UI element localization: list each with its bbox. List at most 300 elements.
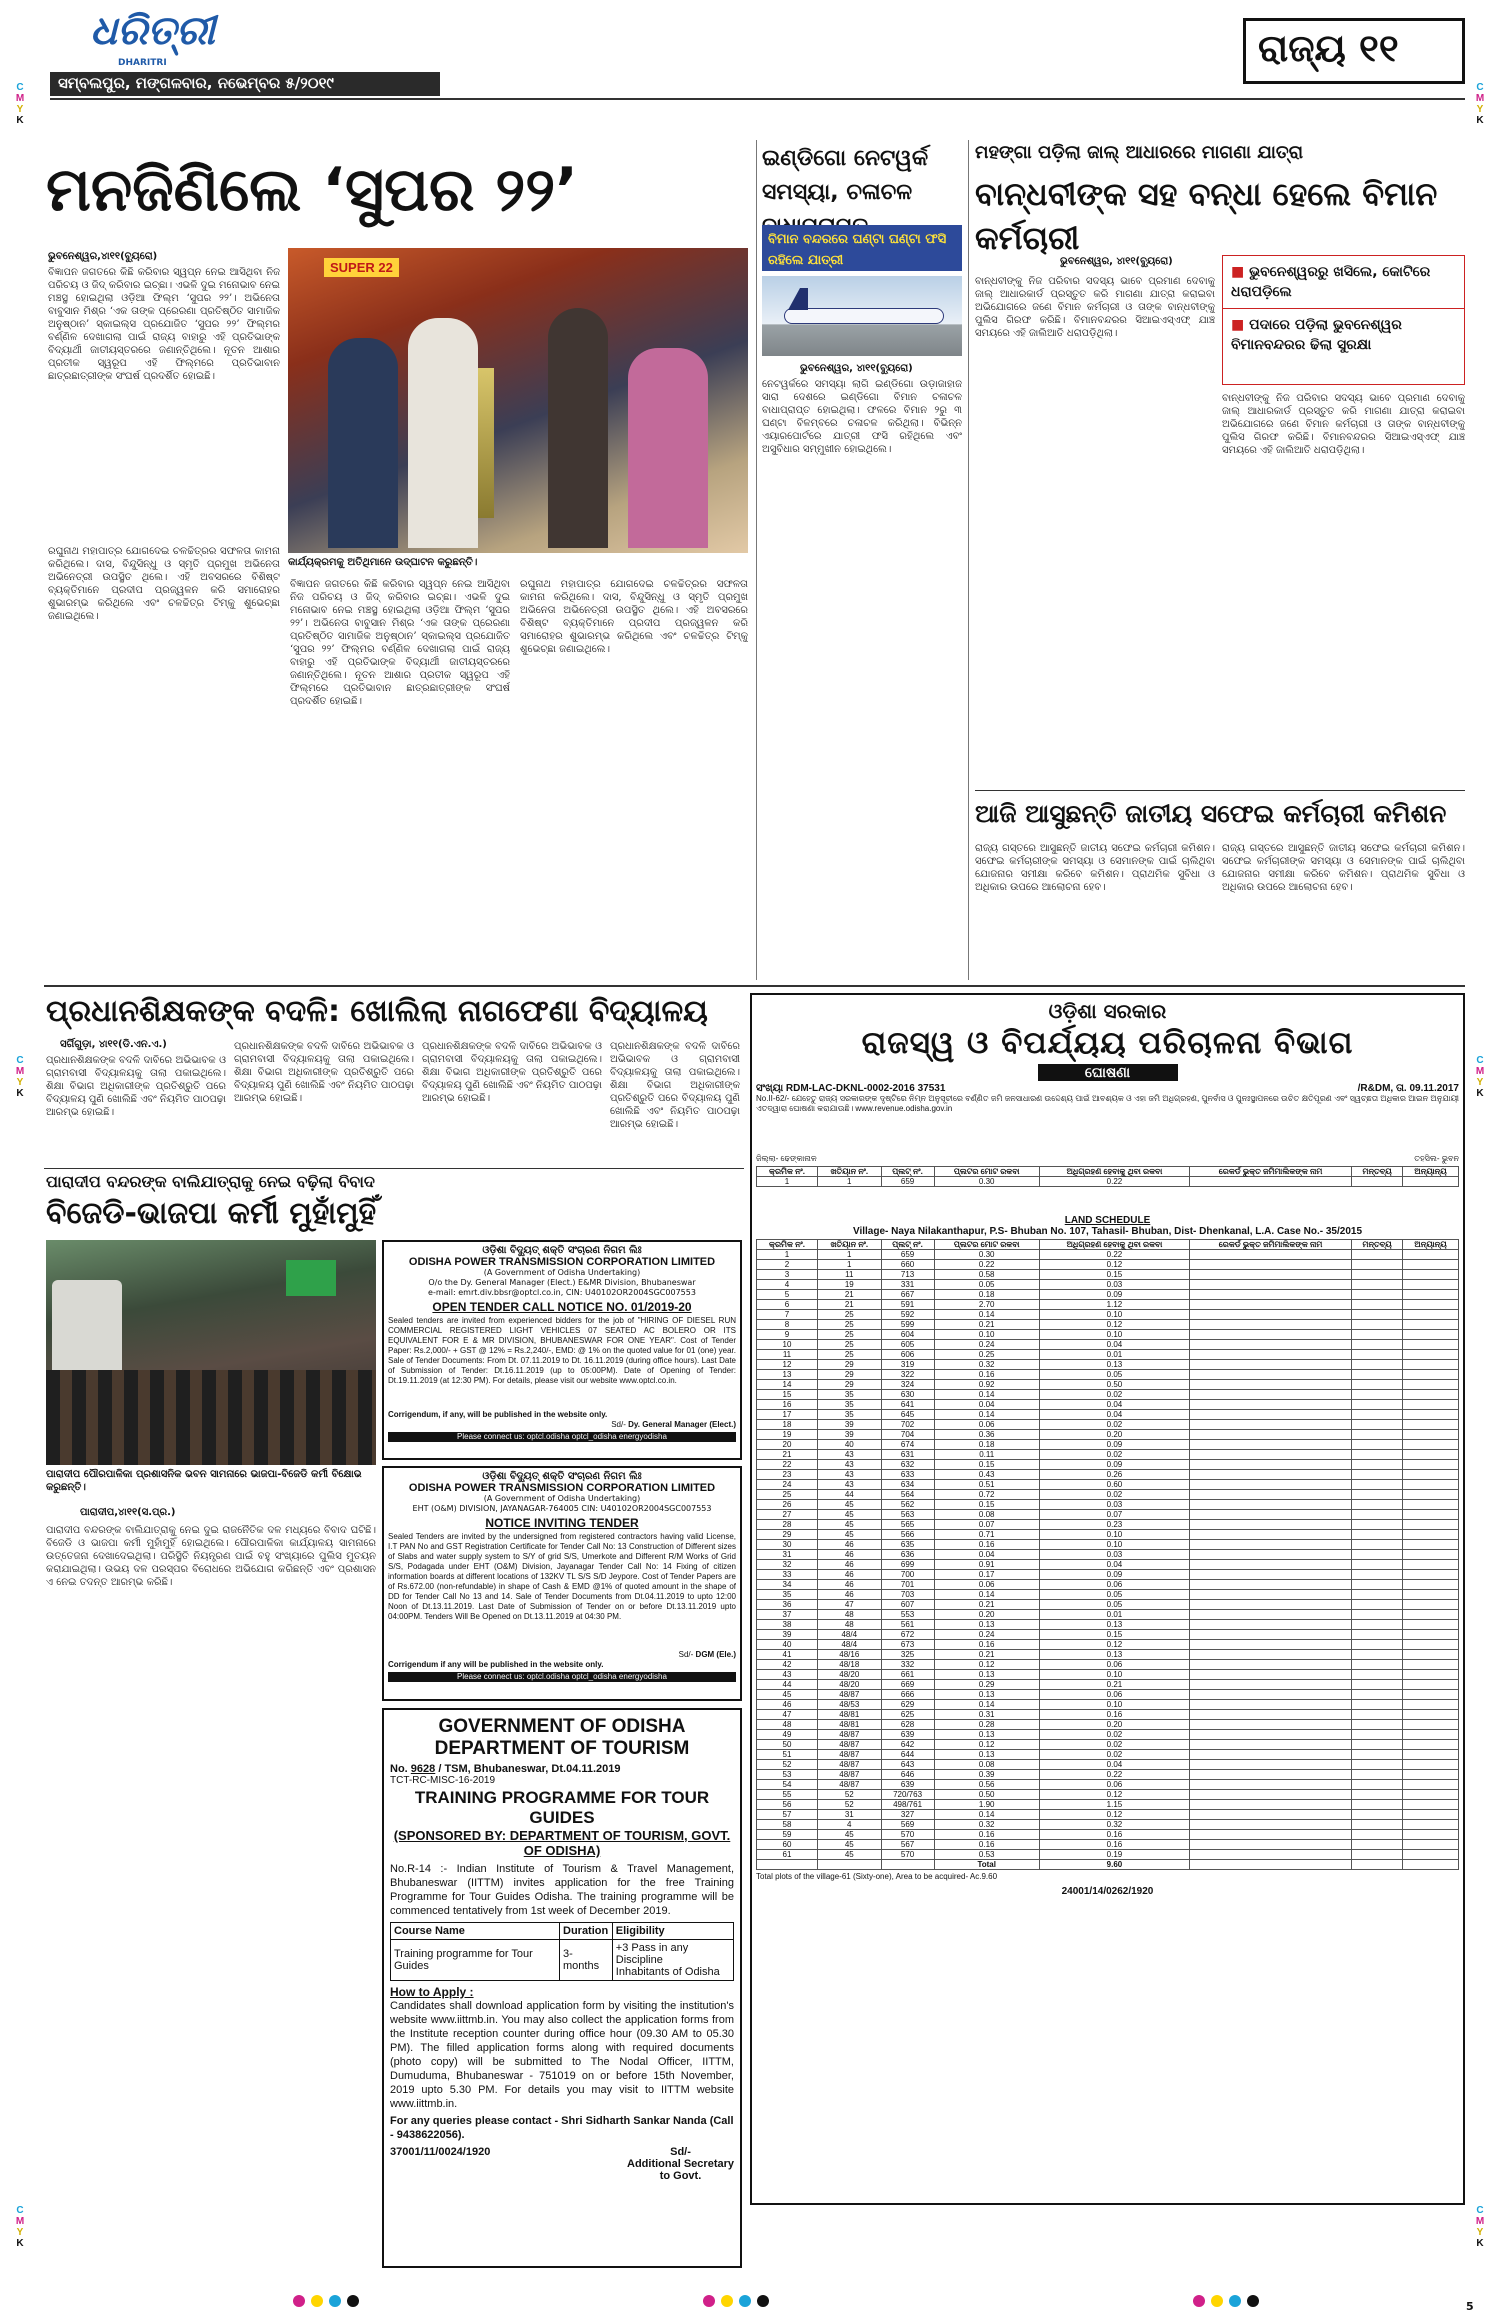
revenue-sched-sub: Village- Naya Nilakanthapur, P.S- Bhuban No. 107, Tahasil- Bhuban, Dist- Dhenkanal, L.A. Case No.- 35/2015 (852, 1226, 1363, 1237)
table-cell (757, 1860, 818, 1870)
table-cell: 23 (757, 1470, 818, 1480)
table-cell: 53 (757, 1770, 818, 1780)
table-cell: 570 (881, 1850, 934, 1860)
tourism-gov: GOVERNMENT OF ODISHA (438, 1716, 686, 1737)
table-cell: 0.04 (1039, 1560, 1189, 1570)
revenue-sched-title: LAND SCHEDULE (1064, 1215, 1151, 1226)
table-cell: 0.20 (934, 1610, 1039, 1620)
table-row (757, 1470, 1459, 1480)
table-cell (1190, 1740, 1352, 1750)
table-cell: 45 (817, 1500, 881, 1510)
table-cell: 604 (881, 1330, 934, 1340)
registration-mark-right-1: C M Y K (1475, 82, 1485, 126)
tourism-footer (390, 2146, 734, 2182)
table-cell (1190, 1390, 1352, 1400)
table-cell (1190, 1400, 1352, 1410)
person-figure (548, 308, 608, 548)
story3-kicker: ମହଙ୍ଗା ପଡ଼ିଲା ଜାଲ୍ ଆଧାରରେ ମାଗଣା ଯାତ୍ରା (975, 142, 1304, 163)
table-cell (1403, 1560, 1459, 1570)
table-cell (1190, 1300, 1352, 1310)
table-cell: 25 (817, 1330, 881, 1340)
table-cell: 39 (817, 1420, 881, 1430)
table-cell: 0.13 (1039, 1360, 1189, 1370)
table-cell: 0.03 (1039, 1500, 1189, 1510)
table-cell (1403, 1850, 1459, 1860)
table-cell (1403, 1440, 1459, 1450)
table-cell: 0.06 (934, 1420, 1039, 1430)
table-cell: 0.14 (934, 1700, 1039, 1710)
table-cell: 46 (817, 1550, 881, 1560)
table-cell (1190, 1710, 1352, 1720)
table-cell: 563 (881, 1510, 934, 1520)
table-cell (1352, 1430, 1403, 1440)
table-row (757, 1540, 1459, 1550)
table-cell: 33 (757, 1570, 818, 1580)
table-cell: 43 (757, 1670, 818, 1680)
table-cell: 6 (757, 1300, 818, 1310)
dateline-text: ସମ୍ବଲପୁର, ମଙ୍ଗଳବାର, ନଭେମ୍ବର ୫/୨୦୧୯ (58, 74, 334, 92)
course-duration: 3-months (560, 1940, 613, 1981)
table-cell (1403, 1420, 1459, 1430)
table-cell: 630 (881, 1390, 934, 1400)
table-cell: 0.15 (1039, 1630, 1189, 1640)
table-cell: 0.13 (934, 1730, 1039, 1740)
table-cell (1352, 1840, 1403, 1850)
table-cell: 666 (881, 1690, 934, 1700)
table-row (757, 1510, 1459, 1520)
table-cell: 0.03 (1039, 1550, 1189, 1560)
table-cell: 31 (757, 1550, 818, 1560)
person-figure (408, 318, 478, 548)
table-cell (1352, 1370, 1403, 1380)
table-cell: 0.04 (1039, 1760, 1189, 1770)
table-cell (1403, 1270, 1459, 1280)
table-cell: 0.02 (1039, 1750, 1189, 1760)
column-rule (756, 140, 757, 980)
table-row (757, 1640, 1459, 1650)
table-cell: 0.13 (934, 1620, 1039, 1630)
col-course: Course Name (391, 1923, 560, 1940)
table-cell (1403, 1370, 1459, 1380)
table-cell: 46 (817, 1560, 881, 1570)
table-cell (1403, 1860, 1459, 1870)
table-cell: 48 (817, 1620, 881, 1630)
table-cell: 0.24 (934, 1630, 1039, 1640)
table-row (757, 1390, 1459, 1400)
table-cell: 48/53 (817, 1700, 881, 1710)
revenue-notice-label: ଘୋଷଣା (1038, 1064, 1178, 1081)
table-cell: 0.11 (934, 1450, 1039, 1460)
tourism-ad (382, 1708, 742, 2268)
registration-mark-left-1: C M Y K (15, 82, 25, 126)
table-cell (1190, 1260, 1352, 1270)
table-row (757, 1410, 1459, 1420)
table-cell (1352, 1600, 1403, 1610)
table-cell: 625 (881, 1710, 934, 1720)
table-cell: 37 (757, 1610, 818, 1620)
table-cell: 0.15 (934, 1460, 1039, 1470)
table-cell: 0.13 (934, 1750, 1039, 1760)
table-cell (1403, 1360, 1459, 1370)
table-cell: 699 (881, 1560, 934, 1570)
table-cell: 32 (757, 1560, 818, 1570)
table-cell: 0.23 (1039, 1520, 1189, 1530)
table-cell: 46 (757, 1700, 818, 1710)
table-cell: 46 (817, 1580, 881, 1590)
table-cell: 48/20 (817, 1670, 881, 1680)
table-row (757, 1250, 1459, 1260)
table-cell (1190, 1500, 1352, 1510)
table-row (757, 1680, 1459, 1690)
table-cell (1403, 1610, 1459, 1620)
table-cell: 0.20 (1039, 1720, 1189, 1730)
revenue-summary-table: କ୍ରମିକ ନଂ. ଖତିୟାନ ନଂ. ପ୍ଲଟ୍ ନଂ. ପ୍ଲଟର ମୋଟ ରକବା ଅଧିଗ୍ରହଣ ହେବାକୁ ଥିବା ରକବା ରେକର୍ଡ ଭୁକ୍ତ ଜମିମାଲିକଙ୍କ ନାମ ମନ୍ତବ୍ୟ ଅନ୍ୟାନ୍ୟ 1 1 659 0.30 0.22 (756, 1166, 1459, 1187)
table-cell: 0.18 (934, 1290, 1039, 1300)
table-row (757, 1450, 1459, 1460)
table-cell: 25 (817, 1320, 881, 1330)
table-cell: 0.14 (934, 1590, 1039, 1600)
table-cell (1190, 1510, 1352, 1520)
table-cell: 567 (881, 1840, 934, 1850)
table-cell: 633 (881, 1470, 934, 1480)
table-cell (1352, 1860, 1403, 1870)
table-cell: 0.32 (934, 1820, 1039, 1830)
table-cell (1190, 1540, 1352, 1550)
table-cell (1352, 1250, 1403, 1260)
table-row (757, 1840, 1459, 1850)
table-cell: 45 (817, 1520, 881, 1530)
registration-mark-left-3: C M Y K (15, 2205, 25, 2249)
tourism-signature: Sd/- Additional Secretary to Govt. (627, 2146, 734, 2182)
table-row (757, 1770, 1459, 1780)
table-cell (1352, 1320, 1403, 1330)
table-cell (1403, 1410, 1459, 1420)
table-cell (1352, 1820, 1403, 1830)
table-cell: 48/18 (817, 1660, 881, 1670)
table-cell: 606 (881, 1350, 934, 1360)
table-cell: 19 (757, 1430, 818, 1440)
table-cell (1403, 1680, 1459, 1690)
optcl-org-odia: ଓଡ଼ିଶା ବିଦ୍ୟୁତ୍ ଶକ୍ତି ସଂଚାରଣ ନିଗମ ଲିଃ (482, 1471, 642, 1482)
table-cell (1352, 1360, 1403, 1370)
table-cell: 0.04 (1039, 1340, 1189, 1350)
table-cell (1352, 1730, 1403, 1740)
table-cell (1190, 1530, 1352, 1540)
table-cell: 324 (881, 1380, 934, 1390)
table-cell: 644 (881, 1750, 934, 1760)
table-cell: 46 (817, 1590, 881, 1600)
table-cell (1403, 1640, 1459, 1650)
table-cell: 0.36 (934, 1430, 1039, 1440)
land-schedule-header: ପ୍ଲଟର ମୋଟ ରକବା (934, 1240, 1039, 1250)
story4-body: ରାଜ୍ୟ ଗସ୍ତରେ ଆସୁଛନ୍ତି ଜାତୀୟ ସଫେଇ କର୍ମଚାରୀ କମିଶନ। ସଫେଇ କର୍ମଚାରୀଙ୍କ ସମସ୍ୟା ଓ ସେମାନଙ୍କ ପାଇଁ ଚାଲିଥିବା ଯୋଜନାର ସମୀକ୍ଷା କରିବେ କମିଶନ। ପ୍ରାଥମିକ ସୁବିଧା ଓ ଅଧିକାର ଉପରେ ଆଲୋଚନା ହେବ। (975, 843, 1215, 893)
table-cell: 0.06 (1039, 1580, 1189, 1590)
story5-body3: ପ୍ରଧାନଶିକ୍ଷକଙ୍କ ବଦଳି ଦାବିରେ ଅଭିଭାବକ ଓ ଗ୍ରାମବାସୀ ବିଦ୍ୟାଳୟକୁ ତାଲା ପକାଇଥିଲେ। ଶିକ୍ଷା ବିଭାଗ ଅଧିକାରୀଙ୍କ ପ୍ରତିଶ୍ରୁତି ପରେ ବିଦ୍ୟାଳୟ ପୁଣି ଖୋଲିଛି ଏବଂ ନିୟମିତ ପାଠପଢ଼ା ଆରମ୍ଭ ହୋଇଛି। (422, 1041, 602, 1104)
table-row (757, 1720, 1459, 1730)
table-cell: 29 (817, 1370, 881, 1380)
table-cell (1190, 1790, 1352, 1800)
table-cell (1352, 1490, 1403, 1500)
table-cell (1190, 1420, 1352, 1430)
revenue-notice-ad (750, 993, 1465, 2205)
table-cell: 322 (881, 1370, 934, 1380)
table-cell: 48/81 (817, 1720, 881, 1730)
table-cell: 645 (881, 1410, 934, 1420)
table-cell (1403, 1800, 1459, 1810)
revenue-title: ରାଜସ୍ୱ ଓ ବିପର୍ଯ୍ୟୟ ପରିଚାଳନା ବିଭାଗ (861, 1025, 1354, 1061)
table-row (757, 1380, 1459, 1390)
table-cell: 0.12 (1039, 1790, 1189, 1800)
land-schedule-header: ଅଧିଗ୍ରହଣ ହେବାକୁ ଥିବା ରକବା (1039, 1240, 1189, 1250)
table-cell (1352, 1740, 1403, 1750)
table-cell (1403, 1260, 1459, 1270)
table-cell (1190, 1370, 1352, 1380)
table-cell: 48/4 (817, 1630, 881, 1640)
table-cell: 1.12 (1039, 1300, 1189, 1310)
table-cell (1190, 1550, 1352, 1560)
table-cell (1190, 1430, 1352, 1440)
tourism-apply-text: Candidates shall download application form by visiting the institution's website www.iittmb.in. You may also collect the application forms from the Institute reception counter during office hour (09.30 AM to 05.30 PM). The filled application forms along with required documents (photo copy) will be submitted to The Nodal Officer, IITTM, Dumuduma, Bhubaneswar - 751019 on or before 15th November, 2019 upto 5.30 PM. For details you may visit to IITTM website www.iittmb.in. (390, 2000, 734, 2110)
optcl-body: Sealed tenders are invited from experienced bidders for the job of "HIRING OF DIESEL RUN COMMERCIAL REGISTERED LIGHT VEHICLES 07 SEATED AC BOLERO OR ITS EQUIVALENT FOR E & MR DIVISION, BHUBANESWAR FOR ONE YEAR". Cost of Tender Paper: Rs.2,000/- + GST @ 12% = Rs.2,240/-, EMD: @ 1% on the quoted value for 01 (one) year. Sale of Tender Documents: From Dt. 07.11.2019 to Dt. 16.11.2019 (during office hours). Last Date of Submission of Tender: Dt.16.11.2019 (up to 05:00PM). Date of Opening of Tender: Dt.19.11.2019 (at 12:30 PM). For details, please visit our website www.optcl.co.in. (388, 1316, 736, 1385)
table-cell: 0.24 (934, 1340, 1039, 1350)
table-cell: 0.22 (934, 1260, 1039, 1270)
table-cell: 52 (817, 1800, 881, 1810)
story6-photo-crowd (46, 1240, 376, 1465)
table-cell (1352, 1460, 1403, 1470)
table-cell (1352, 1690, 1403, 1700)
table-row (757, 1630, 1459, 1640)
table-cell: 21 (757, 1450, 818, 1460)
optcl-footer: Please connect us: optcl.odisha optcl_odisha energyodisha (388, 1432, 736, 1442)
table-cell: 498/761 (881, 1800, 934, 1810)
col-eligibility: Eligibility (612, 1923, 733, 1940)
story1-photo-badge: SUPER 22 (324, 258, 399, 277)
table-cell: 21 (817, 1290, 881, 1300)
table-row (757, 1810, 1459, 1820)
table-row (757, 1260, 1459, 1270)
table-cell: 674 (881, 1440, 934, 1450)
table-cell (1190, 1660, 1352, 1670)
table-cell: 46 (817, 1540, 881, 1550)
table-row (757, 1550, 1459, 1560)
table-cell: 0.10 (1039, 1540, 1189, 1550)
table-cell: 0.12 (1039, 1810, 1189, 1820)
table-cell: 639 (881, 1780, 934, 1790)
table-cell: 704 (881, 1430, 934, 1440)
table-row (757, 1830, 1459, 1840)
tourism-code: 37001/11/0024/1920 (390, 2146, 491, 2158)
table-cell: 0.02 (1039, 1450, 1189, 1460)
story5-body: ପ୍ରଧାନଶିକ୍ଷକଙ୍କ ବଦଳି ଦାବିରେ ଅଭିଭାବକ ଓ ଗ୍ରାମବାସୀ ବିଦ୍ୟାଳୟକୁ ତାଲା ପକାଇଥିଲେ। ଶିକ୍ଷା ବିଭାଗ ଅଧିକାରୀଙ୍କ ପ୍ରତିଶ୍ରୁତି ପରେ ବିଦ୍ୟାଳୟ ପୁଣି ଖୋଲିଛି ଏବଂ ନିୟମିତ ପାଠପଢ଼ା ଆରମ୍ଭ ହୋଇଛି। (46, 1055, 226, 1118)
table-cell (1352, 1300, 1403, 1310)
table-cell: 562 (881, 1500, 934, 1510)
table-cell: 19 (817, 1280, 881, 1290)
table-cell (1190, 1580, 1352, 1590)
table-cell (1190, 1780, 1352, 1790)
table-cell (1403, 1310, 1459, 1320)
table-cell: 0.32 (1039, 1820, 1189, 1830)
table-cell: 0.19 (1039, 1850, 1189, 1860)
table-row (757, 1790, 1459, 1800)
table-cell (1403, 1700, 1459, 1710)
table-cell: 45 (817, 1850, 881, 1860)
col-duration: Duration (560, 1923, 613, 1940)
table-cell: 13 (757, 1370, 818, 1380)
land-schedule-header: ମନ୍ତବ୍ୟ (1352, 1240, 1403, 1250)
table-cell: 59 (757, 1830, 818, 1840)
table-cell: 605 (881, 1340, 934, 1350)
table-cell (1352, 1700, 1403, 1710)
table-cell: 669 (881, 1680, 934, 1690)
table-cell (1352, 1270, 1403, 1280)
table-cell (1352, 1380, 1403, 1390)
story3-bullet-1: ■ ଭୁବନେଶ୍ୱରରୁ ଖସିଲେ, କୋଟିରେ ଧରାପଡ଼ିଲେ (1223, 256, 1464, 309)
table-row (757, 1460, 1459, 1470)
optcl-sub2: EHT (O&M) DIVISION, JAYANAGAR-764005 CIN: U40102OR2004SGC007553 (412, 1504, 712, 1513)
table-cell: 599 (881, 1320, 934, 1330)
table-cell (1403, 1710, 1459, 1720)
table-cell (1403, 1250, 1459, 1260)
table-cell: 60 (757, 1840, 818, 1850)
table-cell: 39 (817, 1430, 881, 1440)
table-cell: 1 (817, 1260, 881, 1270)
table-cell (1403, 1460, 1459, 1470)
table-cell (1403, 1390, 1459, 1400)
table-cell: 0.13 (934, 1690, 1039, 1700)
table-cell (1403, 1660, 1459, 1670)
table-cell: 29 (757, 1530, 818, 1540)
optcl-sub1: (A Government of Odisha Undertaking) (483, 1268, 641, 1277)
story5-headline: ପ୍ରଧାନଶିକ୍ଷକଙ୍କ ବଦଳି: ଖୋଲିଲା ନାଗଫେଣା ବିଦ୍ୟାଳୟ (46, 994, 708, 1029)
table-cell: 43 (817, 1470, 881, 1480)
table-cell: 31 (817, 1810, 881, 1820)
table-cell (1352, 1280, 1403, 1290)
table-row (757, 1620, 1459, 1630)
table-cell (1190, 1280, 1352, 1290)
table-cell: 0.12 (934, 1660, 1039, 1670)
table-cell: 0.12 (1039, 1640, 1189, 1650)
story2-tag (762, 225, 962, 271)
table-cell: 0.06 (1039, 1690, 1189, 1700)
optcl-org-name: ODISHA POWER TRANSMISSION CORPORATION LIMITED (408, 1482, 716, 1494)
table-cell: 0.02 (1039, 1420, 1189, 1430)
table-cell: 0.02 (1039, 1390, 1189, 1400)
table-cell: 29 (817, 1380, 881, 1390)
revenue-code: 24001/14/0262/1920 (1061, 1886, 1154, 1897)
table-cell: 0.02 (1039, 1490, 1189, 1500)
total-row (757, 1860, 1459, 1870)
table-cell: 44 (757, 1680, 818, 1690)
land-schedule-table (756, 1239, 1459, 1870)
table-cell: 57 (757, 1810, 818, 1820)
table-row (757, 1520, 1459, 1530)
table-cell (1403, 1730, 1459, 1740)
table-cell (1190, 1630, 1352, 1640)
table-cell: 660 (881, 1260, 934, 1270)
table-cell (1190, 1310, 1352, 1320)
table-row (757, 1300, 1459, 1310)
table-cell: 0.13 (1039, 1650, 1189, 1660)
table-cell: 17 (757, 1410, 818, 1420)
masthead-rule (50, 98, 1465, 100)
table-cell: 48 (817, 1610, 881, 1620)
table-cell: 51 (757, 1750, 818, 1760)
table-row (757, 1730, 1459, 1740)
table-cell (1403, 1600, 1459, 1610)
table-cell (1352, 1660, 1403, 1670)
table-cell: 0.09 (1039, 1460, 1189, 1470)
table-cell: 635 (881, 1540, 934, 1550)
table-cell (1352, 1400, 1403, 1410)
table-cell (1403, 1480, 1459, 1490)
table-cell: 1 (817, 1250, 881, 1260)
table-cell: 35 (757, 1590, 818, 1600)
table-cell: 0.14 (934, 1810, 1039, 1820)
table-cell (1190, 1700, 1352, 1710)
table-cell (1403, 1840, 1459, 1850)
table-cell (1403, 1590, 1459, 1600)
table-cell (1352, 1750, 1403, 1760)
table-cell: 45 (817, 1510, 881, 1520)
table-cell (1352, 1580, 1403, 1590)
table-cell (1352, 1720, 1403, 1730)
table-cell: 35 (817, 1400, 881, 1410)
table-cell: 0.21 (1039, 1680, 1189, 1690)
table-cell: 700 (881, 1570, 934, 1580)
table-cell (1403, 1790, 1459, 1800)
optcl-signature: Sd/- DGM (Ele.) (678, 1650, 736, 1659)
table-cell (1403, 1760, 1459, 1770)
optcl-tender-ad-2 (382, 1466, 742, 1701)
table-cell (1190, 1560, 1352, 1570)
table-row (757, 1820, 1459, 1830)
land-schedule-header: ଖତିୟାନ ନଂ. (817, 1240, 881, 1250)
masthead (0, 0, 1500, 100)
tourism-dept: DEPARTMENT OF TOURISM (434, 1738, 690, 1759)
table-cell (1190, 1600, 1352, 1610)
course-eligibility: +3 Pass in any Discipline Inhabitants of Odisha (612, 1940, 733, 1981)
table-cell (1190, 1520, 1352, 1530)
table-cell: 0.30 (934, 1250, 1039, 1260)
table-cell: 0.06 (934, 1580, 1039, 1590)
tourism-sponsor: (SPONSORED BY: DEPARTMENT OF TOURISM, GOVT. OF ODISHA) (393, 1828, 731, 1858)
table-cell: 4 (757, 1280, 818, 1290)
story6-kicker: ପାରାଦୀପ ବନ୍ଦରଙ୍କ ବାଲିଯାତ୍ରାକୁ ନେଇ ବଢ଼ିଲା ବିବାଦ (46, 1172, 375, 1191)
table-cell: 0.01 (1039, 1350, 1189, 1360)
table-cell: 0.50 (934, 1790, 1039, 1800)
table-cell (1352, 1520, 1403, 1530)
horizontal-rule (44, 985, 1465, 987)
table-cell: 566 (881, 1530, 934, 1540)
table-cell (1403, 1400, 1459, 1410)
table-cell: 0.22 (1039, 1770, 1189, 1780)
table-cell: 43 (817, 1460, 881, 1470)
table-cell (1190, 1800, 1352, 1810)
optcl-footer: Please connect us: optcl.odisha optcl_odisha energyodisha (388, 1672, 736, 1682)
tourism-course-table (390, 1922, 734, 1981)
table-row (757, 1360, 1459, 1370)
table-cell: 720/763 (881, 1790, 934, 1800)
table-cell: 0.25 (934, 1350, 1039, 1360)
table-cell: 0.29 (934, 1680, 1039, 1690)
table-cell: 50 (757, 1740, 818, 1750)
table-cell (1190, 1460, 1352, 1470)
story2-photo-aircraft (762, 276, 962, 356)
table-cell (1352, 1680, 1403, 1690)
revenue-title-bar (786, 1025, 1429, 1062)
table-cell: 48/87 (817, 1730, 881, 1740)
table-cell: 22 (757, 1460, 818, 1470)
